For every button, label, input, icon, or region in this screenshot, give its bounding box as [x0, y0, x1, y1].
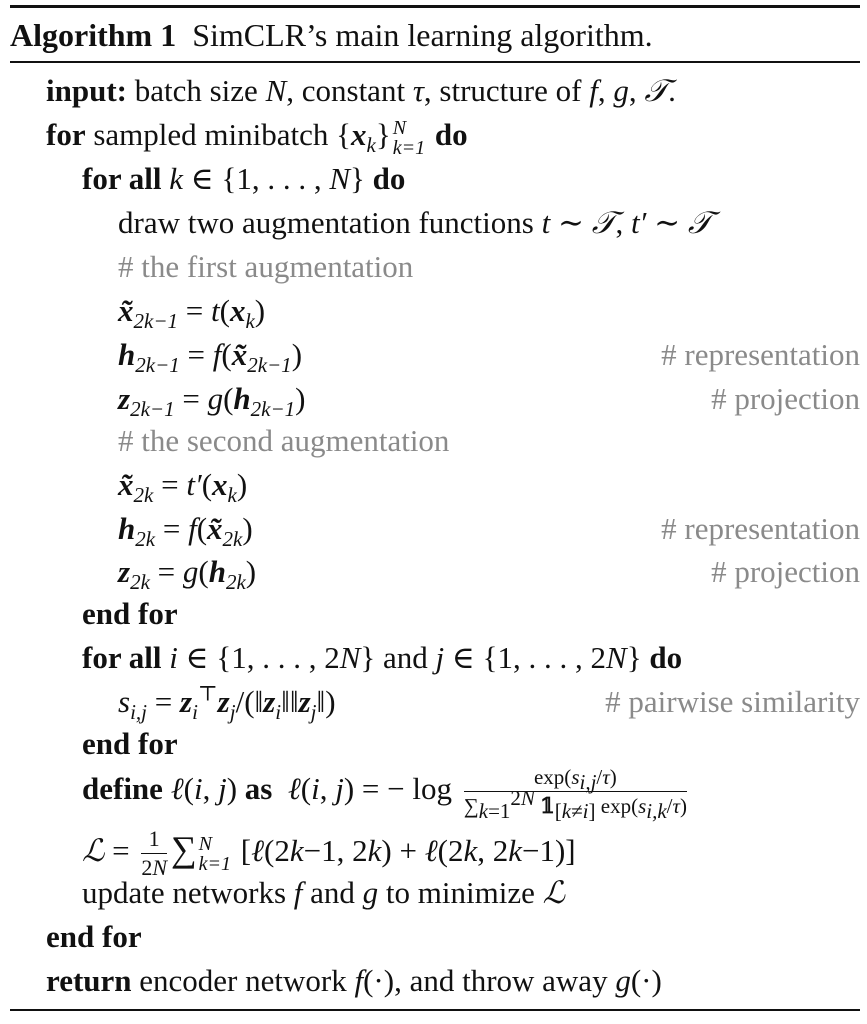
- h-2k-line: $h_{2k}$ = $f(x̃_{2k})$ # representation: [10, 507, 860, 551]
- algorithm-caption: [10, 15, 653, 55]
- for-all-k-line: for all k ∈ {1, . . . , N} do: [82, 161, 406, 196]
- define-loss-line: define ℓ(i, j) as ℓ(i, j) = − log $\frac{\exp(s_{i,j}/\tau)}{\sum_{k=1}^{2N} 𝟙_{[k\ne i]} \exp(s_{i,k}/\tau)}$: [82, 764, 688, 824]
- update-networks-line: update networks f and g to minimize ℒ: [82, 875, 565, 911]
- comment-projection: # projection: [711, 554, 860, 589]
- algorithm-title: SimCLR’s main learning algorithm.: [192, 17, 653, 53]
- comment-pairwise-similarity: # pairwise similarity: [605, 684, 860, 719]
- draw-line: draw two augmentation functions t ∼ 𝒯, t′ ∼ 𝒯: [118, 205, 712, 241]
- comment-representation: # representation: [661, 511, 860, 546]
- z-2k-1-line: $z_{2k-1} = g(h_{2k-1})$ # projection: [10, 377, 860, 421]
- end-for-inner-line: end for: [82, 596, 178, 631]
- x-tilde-2k-line: $x̃_{2k} = t'(x_k)$: [118, 467, 248, 508]
- total-loss-line: ℒ = $\frac{1}{2N}$ ∑ N k=1 [ℓ(2k−1, 2k) + ℓ(2k, 2k−1)]: [82, 826, 576, 881]
- caption-rule: [10, 61, 860, 63]
- comment-first-augmentation: # the first augmentation: [118, 249, 414, 284]
- for-minibatch-line: for sampled minibatch $\{x_k\}$ N k=1 do: [46, 116, 468, 159]
- end-for-pairwise-line: end for: [82, 726, 178, 761]
- loss-fraction: $\frac{\exp(s_{i,j}/\tau)}{\sum_{k=1}^{2N} 𝟙_{[k\ne i]} \exp(s_{i,k}/\tau)}$: [463, 764, 688, 824]
- top-rule: [10, 5, 860, 8]
- return-line: return encoder network f(·), and throw away g(·): [46, 963, 662, 998]
- h-2k-1-line: $h_{2k-1}$ = $f(x̃_{2k-1})$ # representation: [10, 333, 860, 377]
- similarity-line: $s_{i,j}$ = $z_i^⊤z_j/(‖z_i‖‖z_j‖)$ # pairwise similarity: [118, 681, 860, 725]
- x-tilde-2k-1-line: $x̃_{2k-1} = t(x_k)$: [118, 293, 266, 334]
- for-all-ij-line: for all i ∈ {1, . . . , 2N} and j ∈ {1, . . . , 2N} do: [82, 640, 683, 675]
- comment-projection: # projection: [711, 381, 860, 416]
- z-2k-line: $z_{2k} = g(h_{2k})$ # projection: [10, 550, 860, 594]
- comment-second-augmentation: # the second augmentation: [118, 423, 450, 458]
- algorithm-label: Algorithm 1: [10, 17, 177, 53]
- end-for-outer-line: end for: [46, 919, 142, 954]
- input-line: input: batch size N, constant τ, structure of f, g, 𝒯.: [46, 73, 676, 109]
- bottom-rule: [10, 1009, 860, 1011]
- comment-representation: # representation: [661, 337, 860, 372]
- algorithm-box: [10, 5, 860, 1013]
